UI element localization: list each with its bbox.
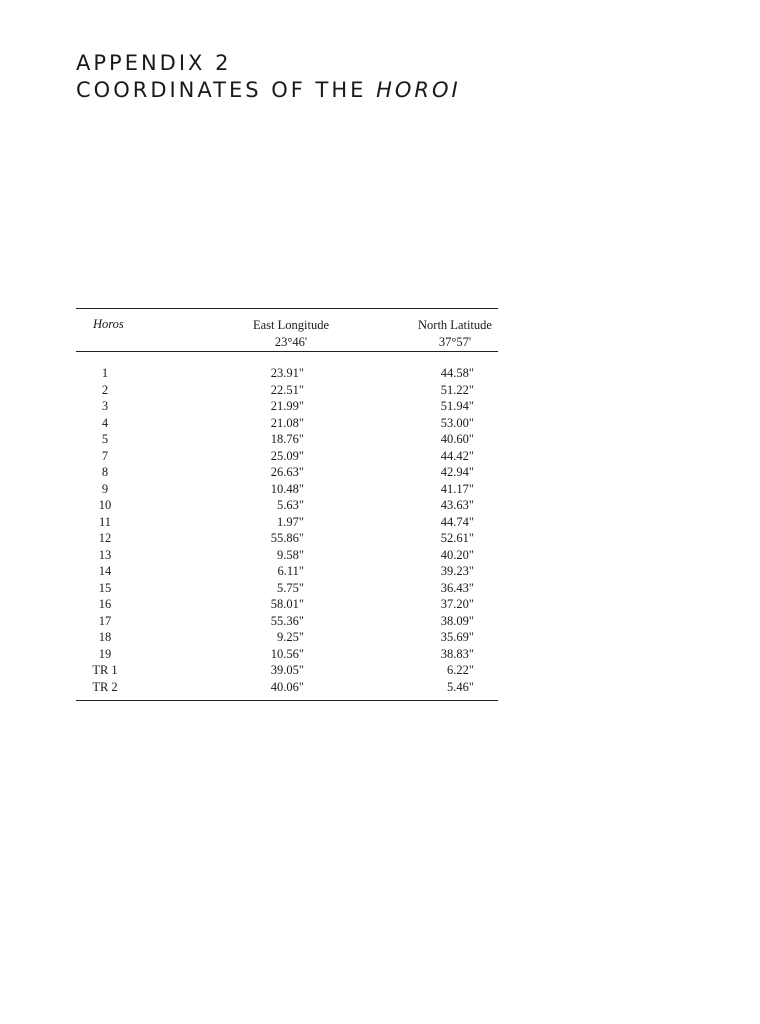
- cell-longitude: 55.36": [270, 613, 304, 628]
- cell-latitude: 41.17": [440, 481, 474, 496]
- table-row: [76, 596, 498, 613]
- cell-longitude: 18.76": [270, 432, 304, 446]
- cell-horos: 9: [101, 481, 109, 496]
- header-longitude-label: East Longitude: [252, 318, 330, 332]
- cell-latitude: 35.69": [440, 630, 474, 644]
- cell-longitude: 6.11": [277, 564, 304, 578]
- table-row: [76, 530, 498, 547]
- table-row: [76, 679, 498, 696]
- cell-horos: 17: [98, 613, 112, 628]
- cell-longitude: 10.48": [270, 481, 304, 496]
- table-row: [76, 398, 498, 415]
- cell-horos: 2: [101, 382, 109, 397]
- cell-horos: 15: [98, 580, 112, 595]
- cell-horos: 1: [101, 366, 109, 380]
- cell-longitude: 40.06": [270, 679, 304, 694]
- table-row: [76, 662, 498, 679]
- table-row: [76, 547, 498, 564]
- cell-longitude: 25.09": [270, 448, 304, 463]
- table-row: [76, 563, 498, 580]
- cell-horos: 19: [98, 646, 112, 661]
- appendix-heading: [76, 50, 461, 104]
- cell-longitude: 9.58": [277, 547, 304, 562]
- cell-horos: 16: [98, 597, 112, 611]
- table-row: [76, 365, 498, 382]
- header-longitude-base: 23°46': [274, 335, 308, 349]
- table-row: [76, 481, 498, 498]
- cell-longitude: 39.05": [270, 663, 304, 677]
- table-row: [76, 497, 498, 514]
- table-row: [76, 431, 498, 448]
- cell-latitude: 51.94": [440, 399, 474, 413]
- cell-horos: 13: [98, 547, 112, 562]
- cell-longitude: 9.25": [277, 630, 304, 644]
- appendix-title-italic: HOROI: [376, 78, 461, 102]
- cell-horos: 7: [101, 448, 109, 463]
- cell-horos: 18: [98, 630, 112, 644]
- table-row: [76, 464, 498, 481]
- cell-latitude: 44.74": [440, 514, 474, 529]
- table-row: [76, 448, 498, 465]
- header-latitude-label: North Latitude: [418, 318, 492, 332]
- table-row: [76, 580, 498, 597]
- cell-latitude: 5.46": [447, 679, 474, 694]
- cell-latitude: 40.20": [440, 547, 474, 562]
- appendix-title: [76, 77, 461, 104]
- table-row: [76, 629, 498, 646]
- cell-latitude: 44.58": [440, 366, 474, 380]
- table-bottom-rule: [76, 700, 498, 701]
- cell-longitude: 23.91": [270, 366, 304, 380]
- cell-latitude: 43.63": [440, 498, 474, 512]
- cell-longitude: 10.56": [270, 646, 304, 661]
- cell-latitude: 53.00": [440, 415, 474, 430]
- cell-horos: TR 1: [92, 663, 118, 677]
- header-horos: Horos: [93, 317, 124, 331]
- header-latitude-base: 37°57': [438, 335, 472, 349]
- cell-horos: TR 2: [92, 679, 118, 694]
- cell-longitude: 5.63": [277, 498, 304, 512]
- table-header: [76, 309, 498, 351]
- cell-horos: 4: [101, 415, 109, 430]
- cell-latitude: 52.61": [440, 531, 474, 545]
- cell-horos: 3: [101, 399, 109, 413]
- cell-longitude: 22.51": [270, 382, 304, 397]
- cell-latitude: 40.60": [440, 432, 474, 446]
- cell-longitude: 5.75": [277, 580, 304, 595]
- header-longitude: [250, 317, 332, 351]
- table-body: [76, 352, 498, 700]
- cell-latitude: 51.22": [440, 382, 474, 397]
- cell-horos: 10: [98, 498, 112, 512]
- header-latitude: [414, 317, 496, 351]
- table-row: [76, 415, 498, 432]
- cell-longitude: 26.63": [270, 465, 304, 479]
- cell-latitude: 38.83": [440, 646, 474, 661]
- appendix-number: APPENDIX 2: [76, 51, 232, 75]
- cell-latitude: 37.20": [440, 597, 474, 611]
- cell-horos: 8: [101, 465, 109, 479]
- cell-latitude: 36.43": [440, 580, 474, 595]
- table-row: [76, 514, 498, 531]
- table-row: [76, 613, 498, 630]
- table-row: [76, 382, 498, 399]
- table-row: [76, 646, 498, 663]
- cell-longitude: 21.99": [270, 399, 304, 413]
- cell-horos: 5: [101, 432, 109, 446]
- cell-latitude: 6.22": [447, 663, 474, 677]
- cell-horos: 12: [98, 531, 112, 545]
- appendix-title-text: COORDINATES OF THE: [76, 78, 377, 102]
- cell-latitude: 44.42": [440, 448, 474, 463]
- cell-longitude: 21.08": [270, 415, 304, 430]
- cell-latitude: 42.94": [440, 465, 474, 479]
- cell-longitude: 55.86": [270, 531, 304, 545]
- cell-horos: 11: [98, 514, 112, 529]
- cell-horos: 14: [98, 564, 112, 578]
- cell-longitude: 1.97": [277, 514, 304, 529]
- coordinates-table: [76, 308, 498, 701]
- cell-longitude: 58.01": [270, 597, 304, 611]
- cell-latitude: 39.23": [440, 564, 474, 578]
- cell-latitude: 38.09": [440, 613, 474, 628]
